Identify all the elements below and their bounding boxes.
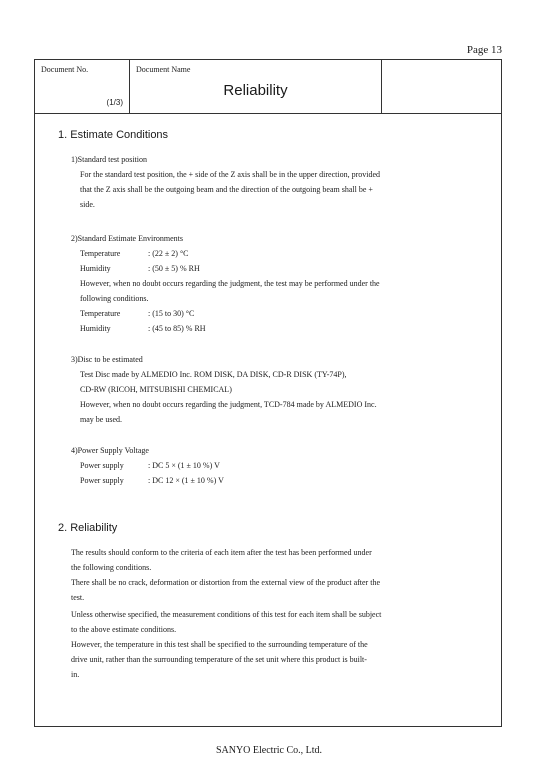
document-number-cell xyxy=(35,60,130,113)
paragraph-line: drive unit, rather than the surrounding temperature of the set unit where this product is built- xyxy=(71,655,367,664)
condition-value: : DC 5 × (1 ± 10 %) V xyxy=(148,461,220,470)
condition-row xyxy=(80,476,224,486)
paragraph-line: Test Disc made by ALMEDIO Inc. ROM DISK, DA DISK, CD-R DISK (TY-74P), xyxy=(80,370,347,379)
document-header xyxy=(35,60,501,114)
paragraph-line: to the above estimate conditions. xyxy=(71,625,177,634)
paragraph-line: However, the temperature in this test shall be specified to the surrounding temperature of the xyxy=(71,640,368,649)
paragraph-line: may be used. xyxy=(80,415,122,424)
paragraph-line: However, when no doubt occurs regarding the judgment, TCD-784 made by ALMEDIO Inc. xyxy=(80,400,377,409)
condition-value: : (15 to 30) °C xyxy=(148,309,195,318)
subsection-title: 2)Standard Estimate Environments xyxy=(71,234,183,243)
paragraph-line: The results should conform to the criteria of each item after the test has been performed under xyxy=(71,548,372,557)
condition-value: : (50 ± 5) % RH xyxy=(148,264,200,273)
paragraph-line: side. xyxy=(80,200,95,209)
condition-value: : (22 ± 2) °C xyxy=(148,249,189,258)
document-name-cell xyxy=(130,60,382,113)
condition-row xyxy=(80,249,189,259)
document-title: Reliability xyxy=(223,82,288,99)
paragraph-line: CD-RW (RICOH, MITSUBISHI CHEMICAL) xyxy=(80,385,232,394)
section-heading: 1. Estimate Conditions xyxy=(58,129,169,141)
page-number: Page 13 xyxy=(466,44,502,56)
section-heading: 2. Reliability xyxy=(58,522,118,534)
paragraph-line: Unless otherwise specified, the measurement conditions of this test for each item shall be subject xyxy=(71,610,382,619)
document-name-label: Document Name xyxy=(136,65,191,74)
paragraph-line: For the standard test position, the + side of the Z axis shall be in the upper direction, provided xyxy=(80,170,381,179)
document-frame xyxy=(34,59,502,727)
paragraph-line: However, when no doubt occurs regarding the judgment, the test may be performed under the xyxy=(80,279,380,288)
paragraph-line: There shall be no crack, deformation or distortion from the external view of the product after the xyxy=(71,578,380,587)
condition-row xyxy=(80,309,195,319)
condition-label: Temperature xyxy=(80,249,121,258)
condition-value: : (45 to 85) % RH xyxy=(148,324,206,333)
condition-value: : DC 12 × (1 ± 10 %) V xyxy=(148,476,224,485)
condition-label: Humidity xyxy=(80,264,111,273)
condition-row xyxy=(80,324,206,334)
condition-label: Temperature xyxy=(80,309,121,318)
condition-label: Power supply xyxy=(80,476,124,485)
subsection-title: 4)Power Supply Voltage xyxy=(71,446,149,455)
condition-row xyxy=(80,461,220,471)
subsection-title: 3)Disc to be estimated xyxy=(71,355,143,364)
paragraph-line: the following conditions. xyxy=(71,563,152,572)
condition-label: Humidity xyxy=(80,324,111,333)
paragraph-line: test. xyxy=(71,593,85,602)
subsection-title: 1)Standard test position xyxy=(71,155,147,164)
condition-label: Power supply xyxy=(80,461,124,470)
document-header-blank-cell xyxy=(382,60,503,113)
condition-row xyxy=(80,264,200,274)
company-footer: SANYO Electric Co., Ltd. xyxy=(215,745,323,756)
document-part: (1/3) xyxy=(106,98,123,107)
paragraph-line: that the Z axis shall be the outgoing beam and the direction of the outgoing beam shall be + xyxy=(80,185,373,194)
paragraph-line: following conditions. xyxy=(80,294,149,303)
document-number-label: Document No. xyxy=(41,65,89,74)
paragraph-line: in. xyxy=(71,670,80,679)
